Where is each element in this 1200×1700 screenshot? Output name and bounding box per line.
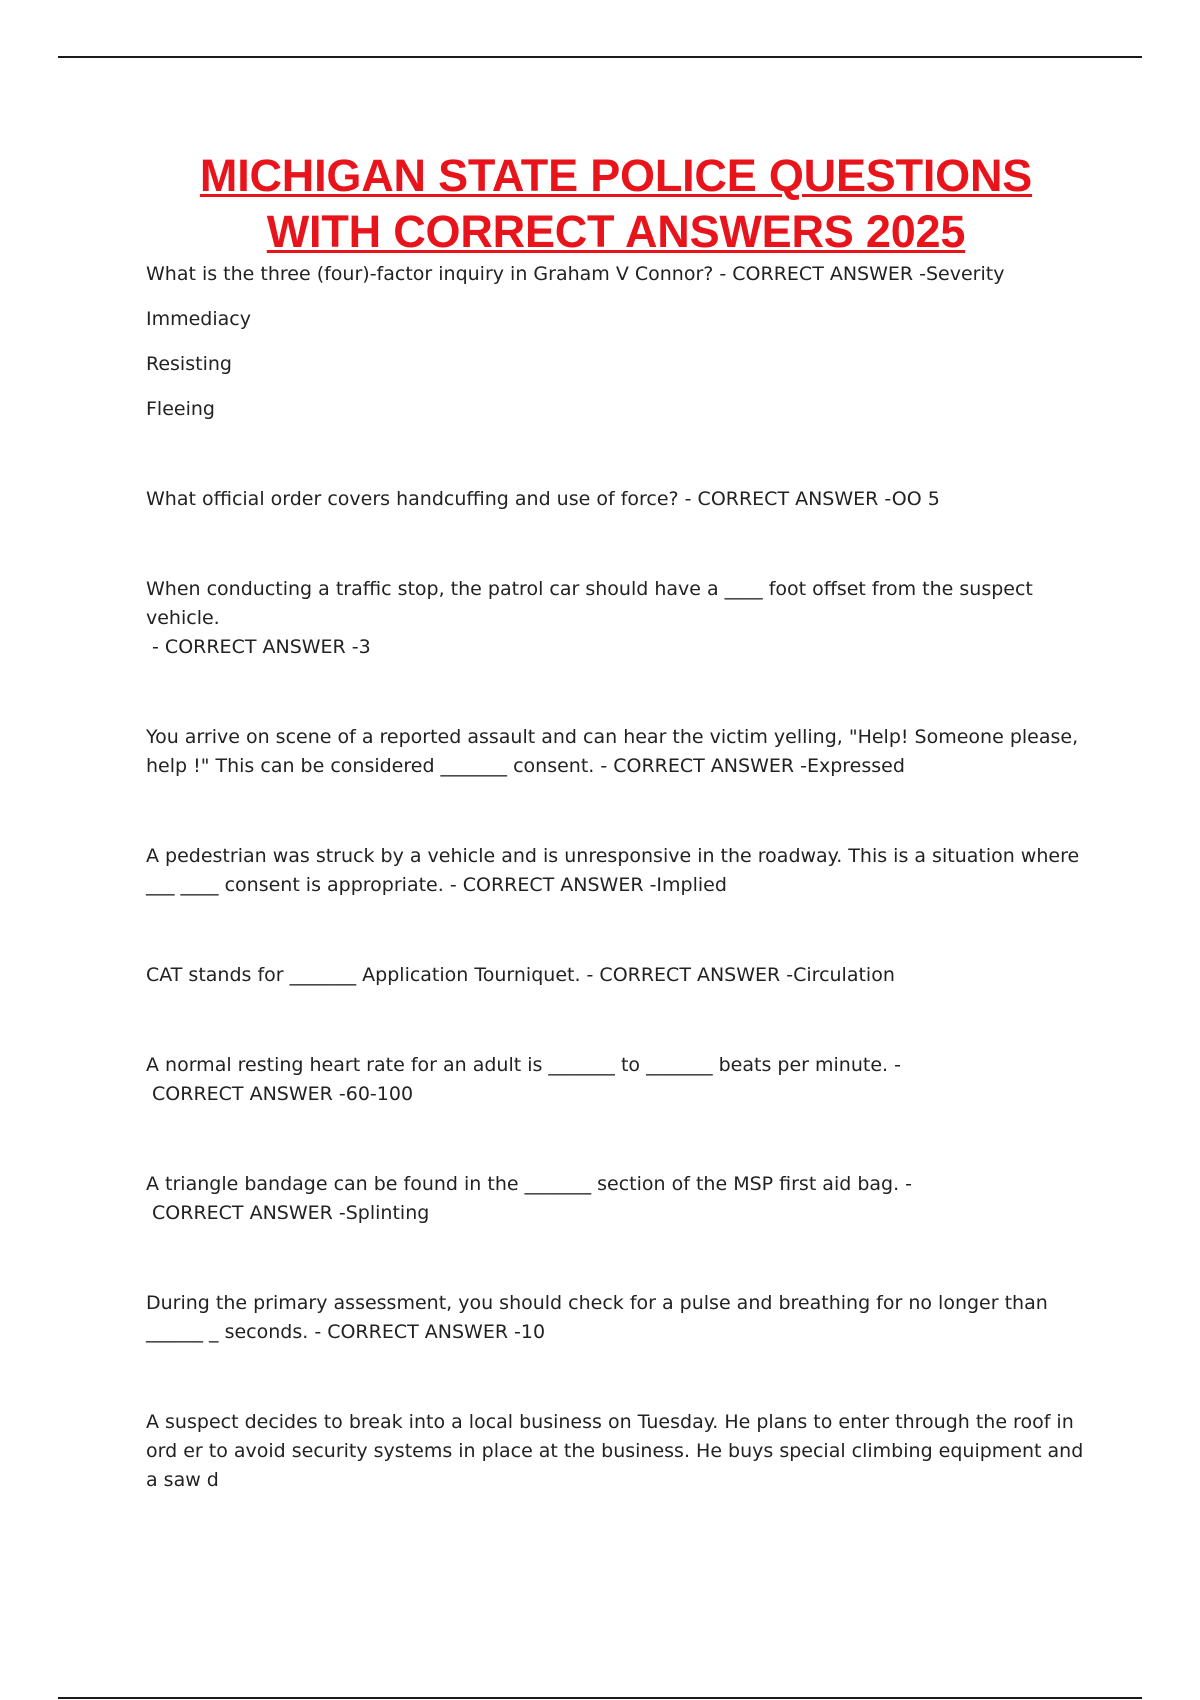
qa-item [146, 1289, 1086, 1347]
answer-text: CORRECT ANSWER -Splinting [146, 1202, 430, 1224]
answer-line: Resisting [146, 353, 232, 375]
answer-text: CORRECT ANSWER -60-100 [146, 1083, 414, 1105]
question-text: A pedestrian was struck by a vehicle and is unresponsive in the roadway. This is a situation where ___ ____ consent is appropriate. - CORRECT ANSWER -Implied [146, 845, 1080, 896]
answer-text: - CORRECT ANSWER -3 [146, 636, 371, 658]
question-text: A normal resting heart rate for an adult is _______ to _______ beats per minute. - [146, 1054, 901, 1076]
question-text: What official order covers handcuffing and use of force? - CORRECT ANSWER -OO 5 [146, 488, 940, 510]
qa-item [146, 1408, 1086, 1495]
qa-item [146, 1051, 1086, 1109]
question-text: CAT stands for _______ Application Tourniquet. - CORRECT ANSWER -Circulation [146, 964, 895, 986]
document-title: MICHIGAN STATE POLICE QUESTIONS WITH CORRECT ANSWERS 2025 [199, 150, 1033, 257]
top-rule [58, 56, 1142, 58]
answer-line: Immediacy [146, 308, 251, 330]
question-text: A triangle bandage can be found in the _______ section of the MSP first aid bag. - [146, 1173, 913, 1195]
qa-item [146, 260, 1086, 424]
qa-item [146, 723, 1086, 781]
answer-line: Fleeing [146, 398, 215, 420]
bottom-rule [58, 1697, 1142, 1699]
question-text: You arrive on scene of a reported assault and can hear the victim yelling, "Help! Someone please, help !" This can be considered _______ consent. - CORRECT ANSWER -Expressed [146, 726, 1079, 777]
question-text: A suspect decides to break into a local business on Tuesday. He plans to enter through the roof in ord er to avoid security systems in place at the business. He buys special climbing equipment and a saw d [146, 1411, 1084, 1491]
qa-item [146, 575, 1086, 662]
question-text: What is the three (four)-factor inquiry in Graham V Connor? - CORRECT ANSWER -Severity [146, 263, 1005, 285]
question-text: During the primary assessment, you should check for a pulse and breathing for no longer than ______ _ seconds. - CORRECT ANSWER -10 [146, 1292, 1048, 1343]
question-text: When conducting a traffic stop, the patrol car should have a ____ foot offset from the suspect vehicle. [146, 578, 1033, 629]
qa-item [146, 961, 1086, 990]
document-body [146, 148, 1086, 1495]
qa-item [146, 1170, 1086, 1228]
qa-item [146, 485, 1086, 514]
qa-item [146, 842, 1086, 900]
